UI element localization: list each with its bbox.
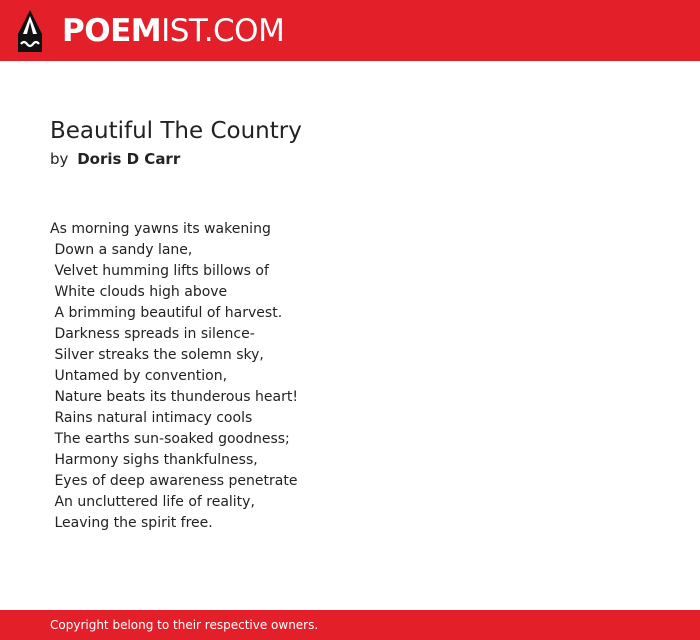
poem-line: Silver streaks the solemn sky,	[50, 347, 264, 363]
pen-nib-icon[interactable]	[18, 10, 42, 52]
poem-title: Beautiful The Country	[50, 118, 302, 144]
copyright-text: Copyright belong to their respective owners.	[50, 618, 319, 632]
poem-line: As morning yawns its wakening	[50, 221, 271, 237]
poem-line: Rains natural intimacy cools	[50, 410, 253, 426]
poem-line: Darkness spreads in silence-	[50, 326, 255, 342]
by-label: by	[50, 150, 69, 168]
site-logo[interactable]	[62, 11, 284, 51]
site-footer	[0, 610, 700, 640]
poem-line: The earths sun-soaked goodness;	[50, 431, 290, 447]
author-name: Doris D Carr	[77, 150, 181, 168]
poem-line: Down a sandy lane,	[50, 242, 193, 258]
poem-line: Untamed by convention,	[50, 368, 228, 384]
poem-line: Nature beats its thunderous heart!	[50, 389, 298, 405]
poem-line: Leaving the spirit free.	[50, 515, 213, 531]
brand-bold: POEM	[62, 13, 162, 49]
poem-line: Velvet humming lifts billows of	[50, 263, 269, 279]
poem-line: An uncluttered life of reality,	[50, 494, 255, 510]
byline	[50, 148, 180, 170]
poem-line: A brimming beautiful of harvest.	[50, 305, 283, 321]
poem-line: Harmony sighs thankfulness,	[50, 452, 258, 468]
site-header	[0, 0, 700, 61]
poem-body	[50, 219, 470, 534]
brand-light: IST.COM	[161, 13, 285, 49]
poem-line: Eyes of deep awareness penetrate	[50, 473, 298, 489]
poem-line: White clouds high above	[50, 284, 228, 300]
